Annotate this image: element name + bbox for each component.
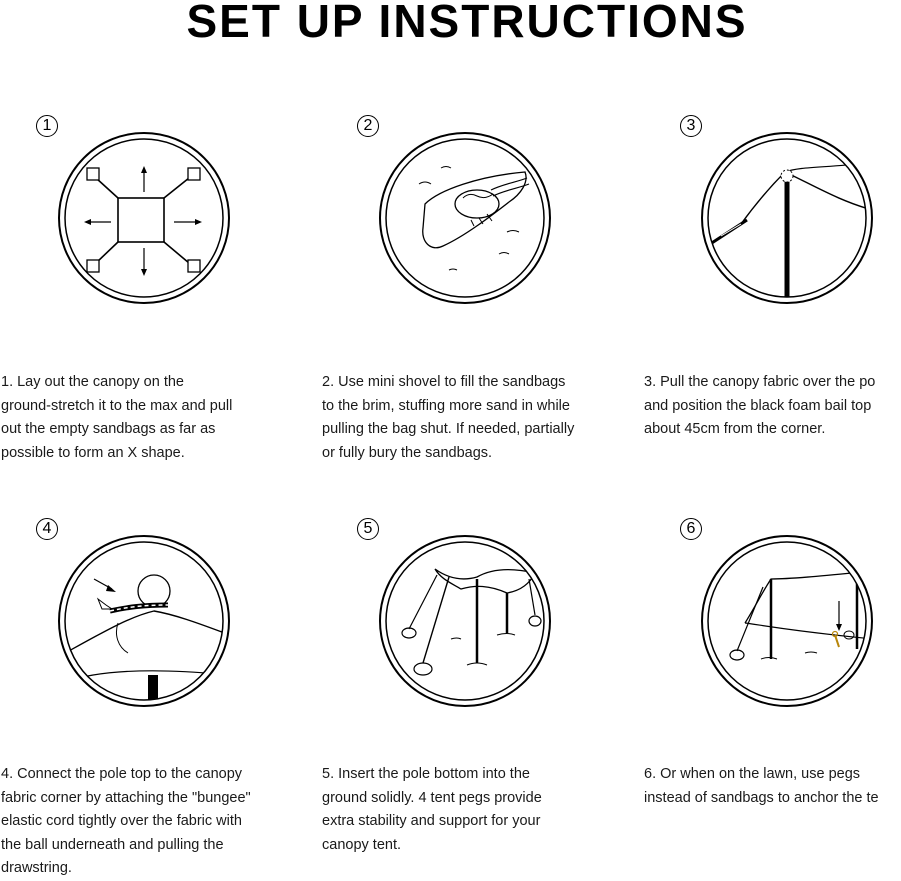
step-4-number: 4	[36, 518, 58, 540]
lawn-peg-anchor-icon	[701, 535, 873, 707]
sandbag-filling-icon	[379, 132, 551, 304]
step-1-text: 1. Lay out the canopy on the ground-stretch it to the max and pull out the empty sandbags as far as possible to form an X shape.	[1, 374, 233, 461]
step-3-text: 3. Pull the canopy fabric over the po and position the black foam bail top about 45cm from the corner.	[644, 374, 876, 437]
canopy-tent-pegs-icon	[379, 535, 551, 707]
step-5-text: 5. Insert the pole bottom into the ground solidly. 4 tent pegs provide extra stability and support for your canopy tent.	[322, 766, 542, 853]
step-1-number: 1	[36, 115, 58, 137]
step-2-text: 2. Use mini shovel to fill the sandbags to the brim, stuffing more sand in while pulling the bag shut. If needed, partially or fully bury the sandbags.	[322, 374, 575, 461]
step-4-text: 4. Connect the pole top to the canopy fabric corner by attaching the "bungee" elastic cord tightly over the fabric with the ball underneath and pulling the drawstring.	[1, 766, 251, 876]
page-title: SET UP INSTRUCTIONS	[186, 0, 748, 47]
step-3-number: 3	[680, 115, 702, 137]
canopy-pole-corner-icon	[701, 132, 873, 304]
step-2-number: 2	[357, 115, 379, 137]
step-6-text: 6. Or when on the lawn, use pegs instead of sandbags to anchor the te	[644, 766, 879, 806]
bungee-cord-ball-icon	[58, 535, 230, 707]
canopy-sandbags-layout-icon	[58, 132, 230, 304]
step-6-number: 6	[680, 518, 702, 540]
step-5-number: 5	[357, 518, 379, 540]
